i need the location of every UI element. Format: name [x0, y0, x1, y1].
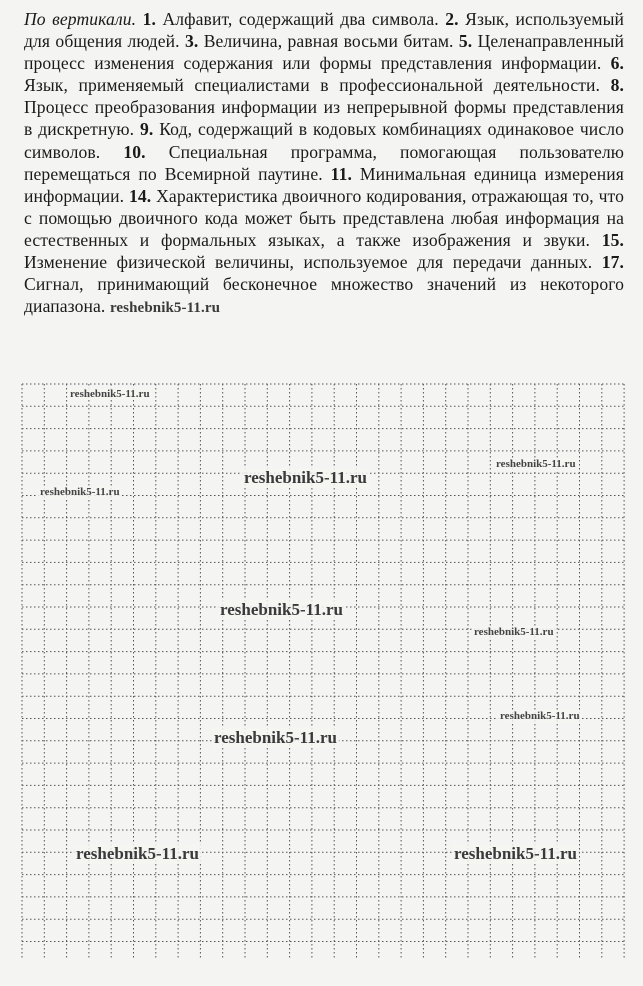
- clue-text: Величина, равная восьми битам.: [203, 31, 454, 52]
- clue-number: 10.: [123, 141, 146, 162]
- watermark: reshebnik5-11.ru: [496, 458, 576, 470]
- clue-text: Язык, используемый для общения людей.: [24, 9, 625, 52]
- watermark: reshebnik5-11.ru: [214, 728, 337, 747]
- clue-number: 11.: [330, 163, 352, 184]
- watermark: reshebnik5-11.ru: [70, 388, 150, 400]
- clue-text: Язык, применяемый специалистами в профессиональной деятельности.: [24, 75, 601, 96]
- watermark: reshebnik5-11.ru: [500, 710, 580, 722]
- clue-text: Специальная программа, помогающая пользователю перемещаться по Всемирной паутине.: [24, 141, 625, 184]
- clue-text: Процесс преобразования информации из непрерывной формы представления в дискретную.: [24, 97, 624, 140]
- clue-number: 2.: [445, 9, 459, 29]
- clue-list: [24, 8, 624, 319]
- clue-item-3: [185, 31, 454, 51]
- clue-item-1: [143, 9, 439, 29]
- crossword-grid: [18, 380, 626, 960]
- clue-text: Алфавит, содержащий два символа.: [162, 9, 439, 29]
- clue-text: Изменение физической величины, используемое для передачи данных.: [24, 252, 593, 273]
- watermark-inline: reshebnik5-11.ru: [109, 300, 221, 317]
- clue-number: 15.: [601, 229, 625, 250]
- watermark: reshebnik5-11.ru: [220, 600, 343, 619]
- clue-number: 1.: [142, 9, 156, 29]
- clue-number: 17.: [601, 252, 625, 273]
- watermark: reshebnik5-11.ru: [244, 468, 367, 487]
- clue-number: 8.: [610, 75, 624, 96]
- watermark: reshebnik5-11.ru: [474, 626, 554, 638]
- clue-text: Характеристика двоичного кодирования, отражающая то, что с помощью двоичного кода может быть представлена любая информация на естественных и формальных языках, а также изображения и звуки.: [24, 185, 625, 250]
- clue-text: Сигнал, принимающий бесконечное множество значений из некоторого диапазона.: [24, 274, 624, 317]
- clue-text: Минимальная единица измерения информации.: [24, 163, 625, 206]
- clue-text: Целенаправленный процесс изменения содержания или формы представления информации.: [24, 31, 625, 74]
- clue-number: 5.: [458, 31, 473, 52]
- clue-heading: По вертикали.: [24, 9, 137, 29]
- watermark: reshebnik5-11.ru: [40, 486, 120, 498]
- clue-number: 3.: [184, 31, 199, 52]
- watermark: reshebnik5-11.ru: [76, 844, 199, 863]
- clue-number: 9.: [139, 119, 154, 140]
- clue-number: 6.: [610, 53, 625, 74]
- clue-text: Код, содержащий в кодовых комбинациях одинаковое число символов.: [24, 119, 625, 162]
- clue-number: 14.: [128, 185, 152, 206]
- watermark: reshebnik5-11.ru: [454, 844, 577, 863]
